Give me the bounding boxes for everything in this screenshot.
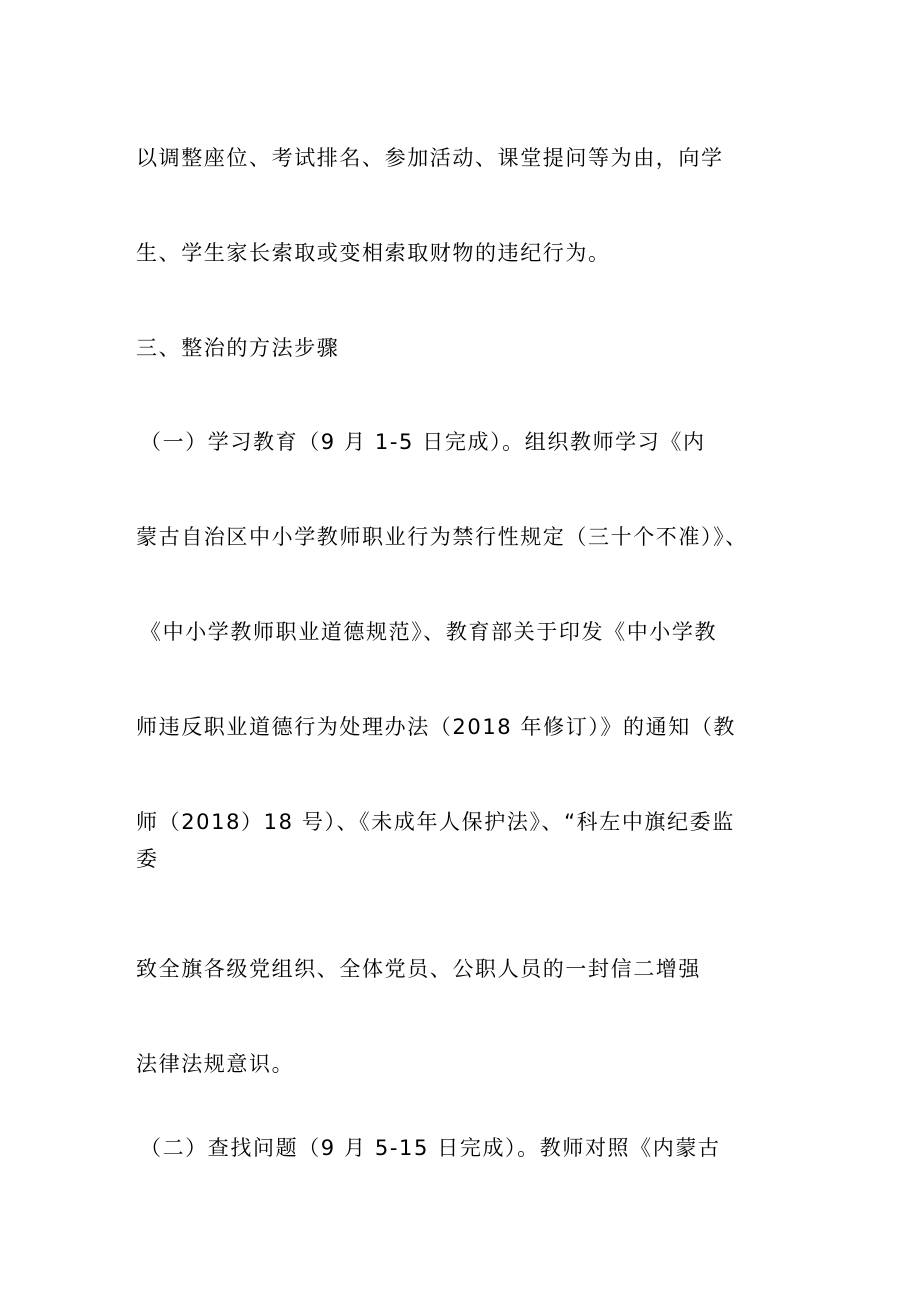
paragraph-line-1: 以调整座位、考试排名、参加活动、课堂提问等为由，向学 [136, 146, 724, 170]
paragraph-line-10: 法律法规意识。 [136, 1052, 295, 1076]
paragraph-line-4: 蒙古自治区中小学教师职业行为禁行性规定（三十个不准）》、 [136, 525, 748, 549]
paragraph-line-5: 《中小学教师职业道德规范》、教育部关于印发《中小学教 [140, 620, 718, 644]
section-heading: 三、整治的方法步骤 [136, 336, 340, 360]
paragraph-line-7: 师（2018）18 号）、《未成年人保护法》、“科左中旗纪委监 [136, 810, 735, 834]
paragraph-line-8: 委 [136, 847, 159, 871]
subsection-heading-2: （二）查找问题（9 月 5-15 日完成）。教师对照《内蒙古 [140, 1136, 721, 1160]
paragraph-line-2: 生、学生家长索取或变相索取财物的违纪行为。 [136, 241, 611, 265]
paragraph-line-6: 师违反职业道德行为处理办法（2018 年修订）》的通知（教 [136, 715, 737, 739]
subsection-heading-1: （一）学习教育（9 月 1-5 日完成）。组织教师学习《内 [140, 430, 706, 454]
paragraph-line-9: 致全旗各级党组织、全体党员、公职人员的一封信二增强 [136, 957, 701, 981]
